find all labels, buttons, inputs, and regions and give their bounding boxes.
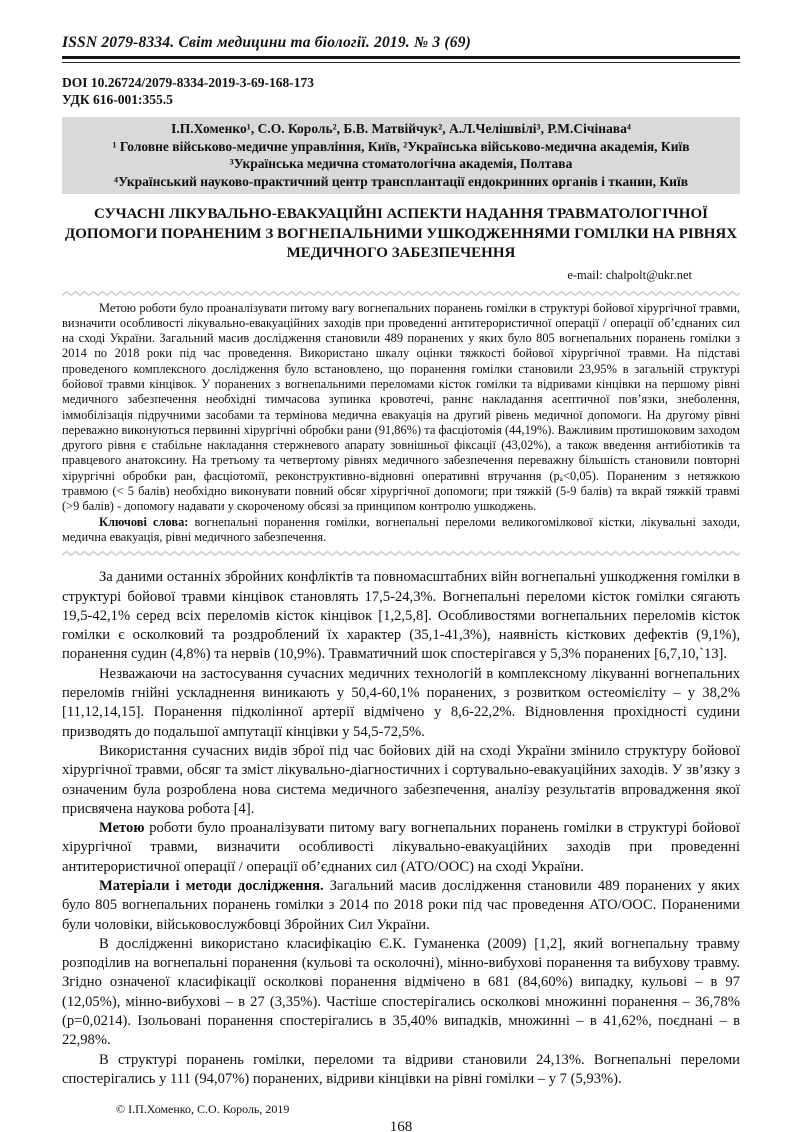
- paragraph-text: За даними останніх збройних конфліктів та повномасштабних війн вогнепальні ушкодження гомілки в структурі бойової травми кінцівок становлять 17,5-24,3%. Вогнепальні переломи кісток гомілки сягають 19,5-42,1% серед всіх переломів кісток кінцівок [1,2,5,8]. Особливостями вогнепальних переломів кісток гомілки є осколковий та роздроблений їх характер (35,1-41,3%), наявність кісткових дефектів (9,1%), поранення судин (4,8%) та нервів (10,9%). Травматичний шок спостерігався у 5,3% поранених [6,7,10,`13].: [62, 569, 740, 663]
- article-title: СУЧАСНІ ЛІКУВАЛЬНО-ЕВАКУАЦІЙНІ АСПЕКТИ НАДАННЯ ТРАВМАТОЛОГІЧНОЇ ДОПОМОГИ ПОРАНЕНИМ З ВОГНЕПАЛЬНИМИ УШКОДЖЕННЯМИ ГОМІЛКИ НА РІВНЯХ МЕДИЧНОГО ЗАБЕЗПЕЧЕННЯ: [64, 206, 738, 261]
- page-number: 168: [389, 1119, 413, 1132]
- article-body: [62, 568, 740, 1089]
- body-paragraph: [62, 742, 740, 819]
- paragraph-lead: Метою: [99, 820, 145, 837]
- body-paragraph: [62, 665, 740, 742]
- page-footer: [62, 1102, 740, 1132]
- keywords-label: Ключові слова:: [99, 514, 189, 529]
- paragraph-text: Використання сучасних видів зброї під час бойових дій на сході України змінило структуру бойової хірургічної травми, обсяг та зміст лікувально-діагностичних і сортувально-евакуаційних заходів. У зв’язку з означеним була розроблена нова система медичного забезпечення, аналізу результатів впровадження якої присвячена наукова робота [4].: [62, 742, 740, 817]
- section-divider-zigzag: [62, 550, 740, 558]
- body-paragraph: [62, 877, 740, 935]
- section-divider-zigzag: [62, 290, 740, 298]
- abstract-paragraph: [62, 301, 740, 515]
- paragraph-text: роботи було проаналізувати питому вагу вогнепальних поранень гомілки в структурі бойової хірургічної травми, визначити особливості лікувально-евакуаційних заходів при проведенні антитерористичної операції / операції об’єднаних сил (АТО/ООС) на сході України.: [62, 820, 740, 875]
- abstract-section: [62, 301, 740, 546]
- paragraph-text: Незважаючи на застосування сучасних медичних технологій в комплексному лікуванні вогнепальних переломів гнійні ускладнення виникають у 50,4-60,1% поранених, з розвитком остеомієліту – у 38,2% [11,12,14,15]. Поранення підколінної артерії відмічено у 8,6-22,2%. Відновлення прохідності судини призводять до подальшої ампутації кінцівки у 54,5-72,5%.: [62, 665, 740, 740]
- paragraph-lead: Матеріали і методи дослідження.: [99, 878, 324, 894]
- header-rule: [62, 56, 740, 63]
- paragraph-text: Загальний масив дослідження становили 489 поранених у яких було 805 вогнепальних поранень гомілки з 2014 по 2018 роки під час проведення АТО/ООС. Пораненими були чоловіки, військовослужбовці Збройних Сил України.: [62, 878, 740, 933]
- authors-affiliations-box: [62, 117, 740, 194]
- affiliation-line: ¹ Головне військово-медичне управління, Київ, ²Українська військово-медична академія, Київ: [112, 138, 690, 154]
- keywords-paragraph: [62, 515, 740, 546]
- copyright-line: © І.П.Хоменко, С.О. Король, 2019: [116, 1102, 290, 1117]
- body-paragraph: [62, 1051, 740, 1090]
- udk-line: УДК 616-001:355.5: [62, 92, 173, 107]
- doi-line: DOI 10.26724/2079-8334-2019-3-69-168-173: [62, 75, 314, 90]
- abstract-text: Метою роботи було проаналізувати питому вагу вогнепальних поранень гомілки в структурі бойової хірургічної травми, визначити особливості лікувально-евакуаційних заходів при проведенні антитерористичної операції / операції об’єднаних сил на сході України. Загальний масив дослідження становили 489 поранених у яких було 805 вогнепальних поранень гомілки з 2014 по 2018 роки під час проведення. Використано шкалу оцінки тяжкості бойової хірургічної травми. На підставі проведеного комплексного дослідження було встановлено, що поранення гомілки становили 23,95% в загальній структурі бойової травми кінцівок. У поранених з вогнепальними переломами кісток гомілки та відривами кінцівки на першому рівні медичного забезпечення необхідні тимчасова зупинка кровотечі, раннє накладання асептичної пов’язки, знеболення, іммобілізація підручними засобами та термінова медична евакуація на другий рівень медичної допомоги. На другому рівні переважно виконуються первинні хірургічні обробки рани (91,86%) та фасціотомія (44,19%). Важливим протишоковим заходом другого рівня є стабільне накладання стержневого апарату зовнішньої фіксації (43,02%), а також введення антибіотиків та правцевого анатоксину. На третьому та четвертому рівнях медичного забезпечення переважну більшість становили повторні хірургічні обробки ран, фасціотомії, реконструктивно-відновні оперативні втручання (pₐ<0,05). Пораненим з нетяжкою травмою (< 5 балів) необхідно виконувати повний обсяг хірургічної допомоги; при тяжкій (5-9 балів) та вкрай тяжкій травмі (>9 балів) - допомогу надавати у скороченому обсязі за принципом контролю ушкоджень.: [62, 300, 740, 514]
- journal-issn-header: ISSN 2079-8334. Світ медицини та біології. 2019. № 3 (69): [62, 34, 472, 51]
- doi-udk-block: [62, 74, 740, 108]
- paragraph-text: В структурі поранень гомілки, переломи та відриви становили 24,13%. Вогнепальні переломи спостерігались у 111 (94,07%) поранених, відриви кінцівки на рівні гомілки – у 7 (5,93%).: [62, 1051, 740, 1087]
- authors-names: І.П.Хоменко¹, С.О. Король², Б.В. Матвійчук², А.Л.Челішвілі³, Р.М.Січінава⁴: [171, 121, 631, 136]
- email-line: e-mail: chalpolt@ukr.net: [567, 267, 692, 282]
- affiliation-line: ³Українська медична стоматологічна академія, Полтава: [229, 156, 573, 171]
- body-paragraph: [62, 568, 740, 664]
- body-paragraph: [62, 819, 740, 877]
- keywords-text: вогнепальні поранення гомілки, вогнепальні переломи великогомілкової кістки, лікувальні заходи, медична евакуація, рівні медичного забезпечення.: [62, 514, 740, 544]
- paragraph-text: В дослідженні використано класифікацію Є.К. Гуманенка (2009) [1,2], який вогнепальну травму розподілив на вогнепальні поранення (кульові та осколочні), мінно-вибухові поранення та вибухову травму. Згідно означеної класифікації осколкові поранення відмічено в 681 (84,60%) випадку, кульові – в 97 (12,05%), мінно-вибухові – в 27 (3,35%). Частіше спостерігались осколкові множинні поранення – 36,78% (p=0,0214). Ізольовані поранення спостерігались в 35,40% випадків, множинні – в 41,62%, поєднані – в 22,98%.: [62, 935, 740, 1049]
- affiliation-line: ⁴Український науково-практичний центр трансплантації ендокринних органів і тканин, Київ: [114, 173, 688, 189]
- body-paragraph: [62, 935, 740, 1051]
